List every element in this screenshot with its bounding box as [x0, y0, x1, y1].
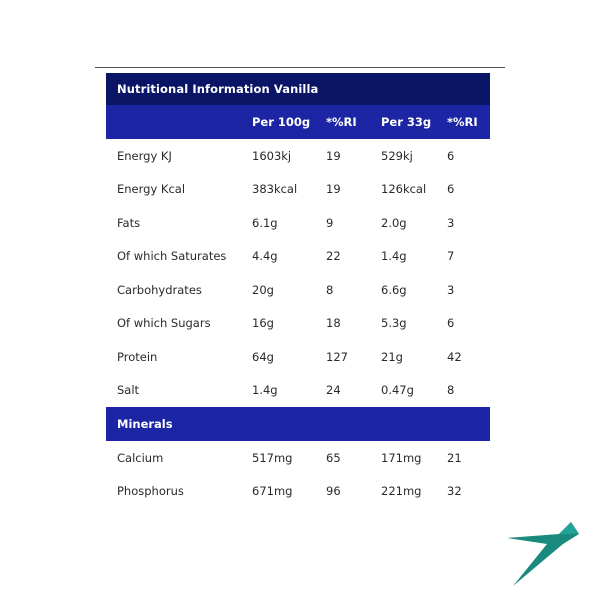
table-title: Nutritional Information Vanilla — [106, 73, 490, 105]
row-ri-33g: 3 — [447, 282, 455, 297]
nutrition-table — [106, 73, 490, 508]
minerals-section-title: Minerals — [106, 407, 490, 441]
row-per-100g: 1.4g — [252, 383, 278, 398]
row-per-33g: 529kj — [381, 148, 413, 163]
top-divider — [95, 67, 505, 68]
table-row — [106, 307, 490, 341]
row-per-33g: 0.47g — [381, 383, 414, 398]
row-ri-33g: 21 — [447, 450, 462, 465]
table-row — [106, 240, 490, 274]
row-per-33g: 171mg — [381, 450, 422, 465]
row-ri-100g: 19 — [326, 182, 341, 197]
row-label: Of which Saturates — [117, 249, 227, 264]
row-ri-100g: 127 — [326, 349, 348, 364]
row-label: Carbohydrates — [117, 282, 202, 297]
row-ri-33g: 42 — [447, 349, 462, 364]
table-row — [106, 441, 490, 475]
table-row — [106, 340, 490, 374]
row-ri-33g: 7 — [447, 249, 455, 264]
row-per-33g: 1.4g — [381, 249, 407, 264]
table-header-row — [106, 105, 490, 139]
header-per-33g: Per 33g — [381, 115, 432, 129]
row-per-100g: 20g — [252, 282, 274, 297]
row-ri-100g: 19 — [326, 148, 341, 163]
row-ri-33g: 6 — [447, 316, 455, 331]
row-label: Calcium — [117, 450, 164, 465]
row-label: Fats — [117, 215, 141, 230]
table-row — [106, 374, 490, 408]
row-per-100g: 64g — [252, 349, 274, 364]
row-ri-33g: 32 — [447, 484, 462, 499]
row-ri-33g: 6 — [447, 182, 455, 197]
row-label: Salt — [117, 383, 140, 398]
row-ri-33g: 6 — [447, 148, 455, 163]
row-per-33g: 6.6g — [381, 282, 407, 297]
header-ri-100g: *%RI — [326, 115, 357, 129]
table-row — [106, 173, 490, 207]
row-ri-100g: 18 — [326, 316, 341, 331]
row-label: Energy KJ — [117, 148, 172, 163]
row-ri-100g: 96 — [326, 484, 341, 499]
table-row — [106, 475, 490, 509]
arrow-swoosh-logo-icon — [505, 520, 581, 588]
row-ri-100g: 9 — [326, 215, 334, 230]
row-per-33g: 21g — [381, 349, 403, 364]
row-per-33g: 5.3g — [381, 316, 407, 331]
row-label: Phosphorus — [117, 484, 184, 499]
row-per-100g: 6.1g — [252, 215, 278, 230]
row-per-33g: 2.0g — [381, 215, 407, 230]
row-ri-33g: 8 — [447, 383, 455, 398]
row-per-33g: 126kcal — [381, 182, 427, 197]
header-ri-33g: *%RI — [447, 115, 478, 129]
row-per-100g: 383kcal — [252, 182, 298, 197]
table-row — [106, 139, 490, 173]
row-per-100g: 4.4g — [252, 249, 278, 264]
row-per-100g: 16g — [252, 316, 274, 331]
row-ri-100g: 22 — [326, 249, 341, 264]
row-ri-100g: 8 — [326, 282, 334, 297]
row-per-100g: 1603kj — [252, 148, 292, 163]
row-label: Of which Sugars — [117, 316, 211, 331]
row-label: Protein — [117, 349, 158, 364]
row-per-100g: 517mg — [252, 450, 293, 465]
row-ri-100g: 65 — [326, 450, 341, 465]
row-label: Energy Kcal — [117, 182, 186, 197]
row-per-100g: 671mg — [252, 484, 293, 499]
row-ri-33g: 3 — [447, 215, 455, 230]
row-ri-100g: 24 — [326, 383, 341, 398]
table-row — [106, 206, 490, 240]
row-per-33g: 221mg — [381, 484, 422, 499]
header-per-100g: Per 100g — [252, 115, 311, 129]
table-row — [106, 273, 490, 307]
